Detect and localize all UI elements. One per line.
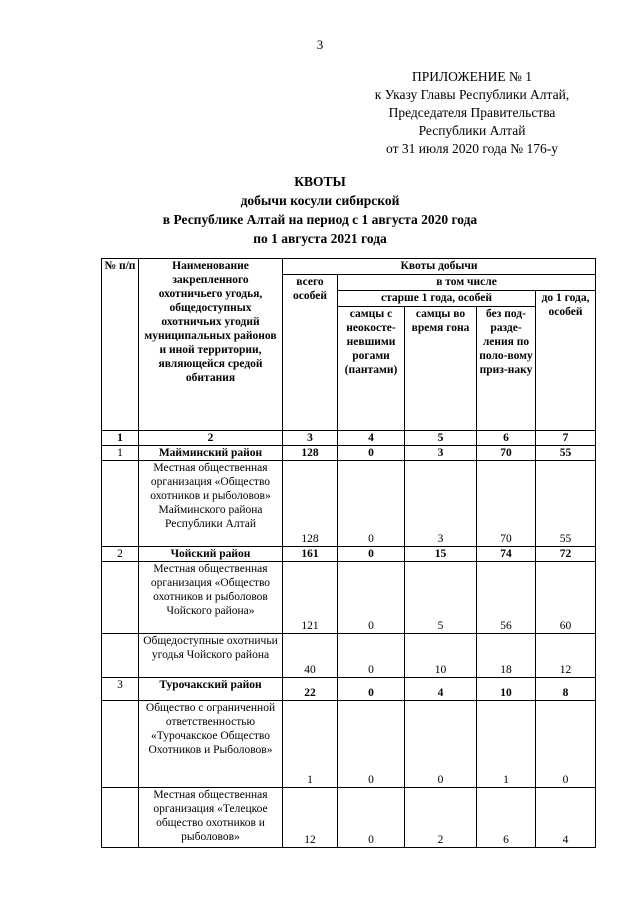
header-no-sex: без под-разде-ления по поло-вому приз-наку <box>477 307 536 431</box>
col-number: 6 <box>477 431 536 446</box>
hunting-ground-name: Местная общественная организация «Общество охотников и рыболовов» Майминского района Республики Алтай <box>139 461 283 547</box>
cell-total: 161 <box>283 547 338 562</box>
header-under-one: до 1 года, особей <box>536 291 596 431</box>
annex-line-4: Республики Алтай <box>418 123 526 138</box>
col-number: 1 <box>102 431 139 446</box>
cell-males-unossified: 0 <box>338 678 405 701</box>
cell-total: 40 <box>283 634 338 678</box>
table-row <box>102 562 596 634</box>
cell-males-rut: 5 <box>405 562 477 634</box>
header-quotas: Квоты добычи <box>283 259 596 275</box>
cell-males-rut: 3 <box>405 461 477 547</box>
cell-no-sex: 10 <box>477 678 536 701</box>
page-number: 3 <box>316 37 324 52</box>
title-line-3: в Республике Алтай на период с 1 августа 2020 года <box>162 212 478 227</box>
header-males-unossified: самцы с неокосте-невшими рогами (пантами) <box>338 307 405 431</box>
row-num: 2 <box>102 547 139 562</box>
cell-under-one: 60 <box>536 562 596 634</box>
cell-males-rut: 4 <box>405 678 477 701</box>
cell-males-unossified: 0 <box>338 461 405 547</box>
col-number: 5 <box>405 431 477 446</box>
title-line-4: по 1 августа 2021 года <box>253 231 387 246</box>
cell-total: 22 <box>283 678 338 701</box>
annex-line-2: к Указу Главы Республики Алтай, <box>374 87 570 102</box>
annex-line-3: Председателя Правительства <box>388 105 556 120</box>
cell-no-sex: 18 <box>477 634 536 678</box>
cell-under-one: 12 <box>536 634 596 678</box>
cell-no-sex: 56 <box>477 562 536 634</box>
cell-under-one: 4 <box>536 788 596 848</box>
cell-total: 12 <box>283 788 338 848</box>
header-including: в том числе <box>338 275 596 291</box>
cell-males-rut: 0 <box>405 701 477 788</box>
annex-block <box>340 68 604 158</box>
column-numbers-row <box>102 431 596 446</box>
cell-under-one: 72 <box>536 547 596 562</box>
header-older: старше 1 года, особей <box>338 291 536 307</box>
cell-males-unossified: 0 <box>338 788 405 848</box>
col-number: 4 <box>338 431 405 446</box>
title-line-1: КВОТЫ <box>294 174 346 189</box>
annex-line-5: от 31 июля 2020 года № 176-у <box>386 141 558 156</box>
cell-under-one: 55 <box>536 461 596 547</box>
table-row <box>102 788 596 848</box>
cell-males-unossified: 0 <box>338 634 405 678</box>
cell-males-unossified: 0 <box>338 547 405 562</box>
cell-total: 121 <box>283 562 338 634</box>
header-num: № п/п <box>102 259 139 431</box>
document-title <box>60 172 580 248</box>
cell-under-one: 55 <box>536 446 596 461</box>
district-row-turochaksky <box>102 678 596 701</box>
district-row-choisky <box>102 547 596 562</box>
col-number: 2 <box>139 431 283 446</box>
table-row <box>102 461 596 547</box>
district-name: Майминский район <box>139 446 283 461</box>
cell-males-rut: 3 <box>405 446 477 461</box>
header-name: Наименование закрепленного охотничьего угодья, общедоступных охотничьих угодий муниципальных районов и иной территории, являющейся средой обитания <box>139 259 283 431</box>
cell-males-unossified: 0 <box>338 701 405 788</box>
cell-under-one: 0 <box>536 701 596 788</box>
annex-line-1: ПРИЛОЖЕНИЕ № 1 <box>411 69 533 84</box>
cell-no-sex: 70 <box>477 446 536 461</box>
hunting-ground-name: Общедоступные охотничьи угодья Чойского района <box>139 634 283 678</box>
district-name: Чойский район <box>139 547 283 562</box>
cell-no-sex: 70 <box>477 461 536 547</box>
cell-males-rut: 15 <box>405 547 477 562</box>
district-row-maiminsky <box>102 446 596 461</box>
cell-total: 128 <box>283 446 338 461</box>
col-number: 7 <box>536 431 596 446</box>
table-row <box>102 634 596 678</box>
row-num: 3 <box>102 678 139 701</box>
hunting-ground-name: Общество с ограниченной ответственностью «Турочакское Общество Охотников и Рыболовов» <box>139 701 283 788</box>
cell-no-sex: 1 <box>477 701 536 788</box>
col-number: 3 <box>283 431 338 446</box>
cell-no-sex: 6 <box>477 788 536 848</box>
cell-total: 128 <box>283 461 338 547</box>
hunting-ground-name: Местная общественная организация «Телецкое общество охотников и рыболовов» <box>139 788 283 848</box>
header-males-rut: самцы во время гона <box>405 307 477 431</box>
title-line-2: добычи косули сибирской <box>240 193 400 208</box>
cell-males-rut: 2 <box>405 788 477 848</box>
table-row <box>102 701 596 788</box>
cell-males-rut: 10 <box>405 634 477 678</box>
header-total: всего особей <box>283 275 338 431</box>
district-name: Турочакский район <box>139 678 283 701</box>
cell-males-unossified: 0 <box>338 562 405 634</box>
cell-under-one: 8 <box>536 678 596 701</box>
quota-table <box>101 258 596 848</box>
cell-males-unossified: 0 <box>338 446 405 461</box>
hunting-ground-name: Местная общественная организация «Общество охотников и рыболовов Чойского района» <box>139 562 283 634</box>
cell-no-sex: 74 <box>477 547 536 562</box>
row-num: 1 <box>102 446 139 461</box>
cell-total: 1 <box>283 701 338 788</box>
